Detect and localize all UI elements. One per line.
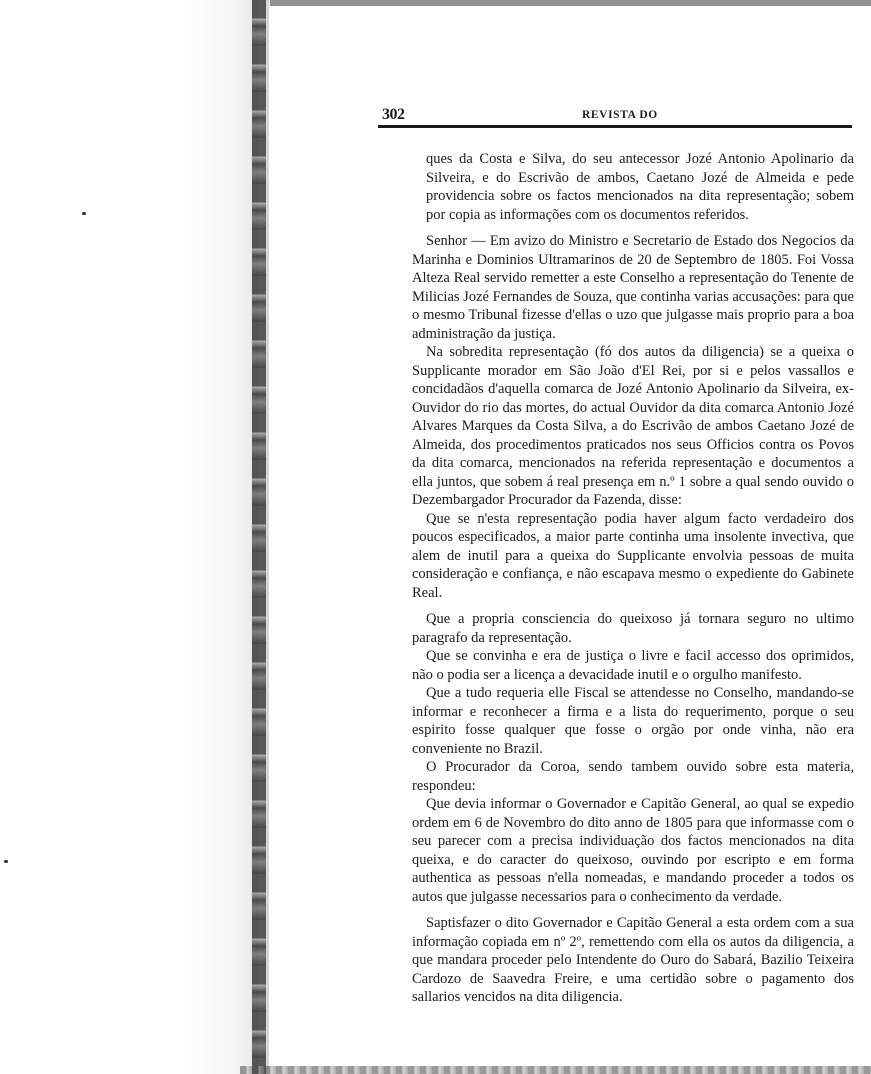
paragraph: Que a tudo requeria elle Fiscal se attendesse no Conselho, mandando-se informar e reconhecer a firma e a lista do requerimento, porque o seu espirito fosse qualquer que fosse o orgão por onde vinha, não era conveniente no Brazil. [412,685,854,757]
paragraph: ques da Costa e Silva, do seu antecessor Jozé Antonio Apolinario da Silveira, e do Escrivão de ambos, Caetano Jozé de Almeida e pede providencia sobre os factos mencionados na dita representação; sobem por copia as informações com os documentos referidos. [426,151,854,223]
scan-top-edge [270,0,871,6]
book-spine-shadow [252,0,266,1074]
binding-gutter [0,0,260,1074]
body-text [412,150,854,1007]
paragraph: Que se convinha e era de justiça o livre e facil accesso dos oprimidos, não o podia ser a licença a devacidade inutil e o orgulho manifesto. [412,648,854,683]
spine-edge [266,0,269,1074]
running-head: REVISTA DO [582,109,658,121]
scan-speck [82,212,86,215]
paragraph: Que se n'esta representação podia haver algum facto verdadeiro dos poucos especificados, a maior parte continha uma insolente invectiva, que alem de inutil para a queixa do Supplicante envolvia pessoas de muita consideração e confiança, e não escapava mesmo o expediente do Gabinete Real. [412,510,854,601]
header-rule [378,125,852,128]
paragraph: Que devia informar o Governador e Capitão General, ao qual se expedio ordem em 6 de Novembro do dito anno de 1805 para que informasse com o seu parecer com a precisa individuação dos factos mencionados na dita queixa, e do caracter do queixoso, ouvindo por escripto e em forma authentica as pessoas n'ella nomeadas, e mandando proceder a todos os autos que julgasse necessarios para o conhecimento da verdade. [412,796,854,905]
paragraph: Senhor — Em avizo do Ministro e Secretario de Estado dos Negocios da Marinha e Dominios Ultramarinos de 20 de Septembro de 1805. Foi Vossa Alteza Real servido remetter a este Conselho a representação do Tenente de Milicias Jozé Fernandes de Souza, que continha varias accusações: para que o mesmo Tribunal fizesse d'ellas o uzo que julgasse mais proprio para a boa administração da justiça. [412,233,854,342]
page-number: 302 [382,106,405,123]
scan-speck [4,860,8,863]
scan-bottom-edge [240,1066,871,1074]
paragraph: Na sobredita representação (fó dos autos da diligencia) se a queixa o Supplicante morador em São João d'El Rei, por si e pelos vassallos e concidadãos d'aquella comarca de Jozé Antonio Apolinario da Silveira, ex-Ouvidor do rio das mortes, do actual Ouvidor da dita comarca Antonio Jozé Alvares Marques da Costa Silva, a do Escrivão de ambos Caetano Jozé de Almeida, dos procedimentos praticados nos seus Officios contra os Povos da dita comarca, mencionados na referida representação e documentos a ella juntos, que sobem á real presença em n.º 1 sobre a qual sendo ouvido o Dezembargador Procurador da Fazenda, disse: [412,344,854,508]
paragraph: Que a propria consciencia do queixoso já tornara seguro no ultimo paragrafo da representação. [412,611,854,646]
paragraph: O Procurador da Coroa, sendo tambem ouvido sobre esta materia, respondeu: [412,759,854,794]
paragraph: Saptisfazer o dito Governador e Capitão General a esta ordem com a sua informação copiada em nº 2º, remettendo com ella os autos da diligencia, a que mandara proceder pelo Intendente do Ouro do Sabará, Bazilio Teixeira Cardozo de Saavedra Freire, e uma certidão sobre o pagamento dos sallarios vencidos na dita diligencia. [412,915,854,1005]
